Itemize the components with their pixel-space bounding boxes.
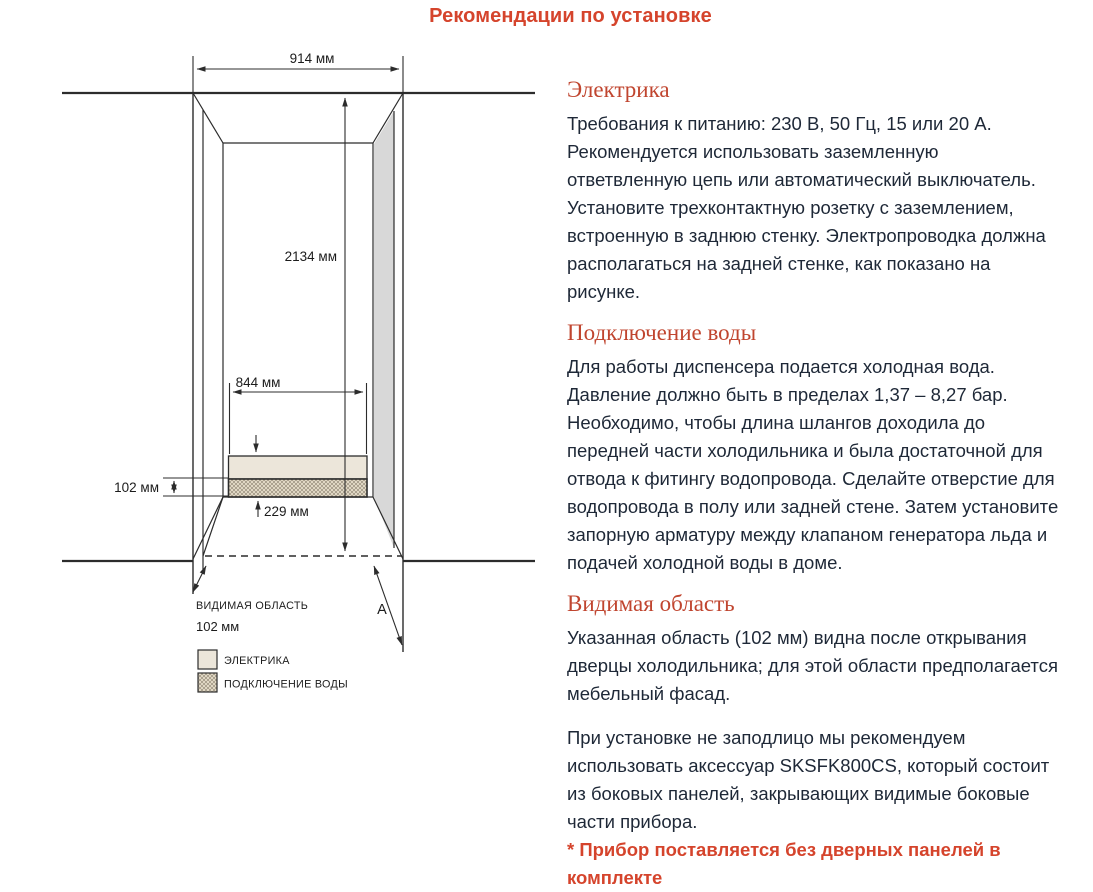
- section-electric: [567, 76, 1059, 306]
- section-visible-area-body: Указанная область (102 мм) видна после открывания дверцы холодильника; для этой области предполагается мебельный фасад.: [567, 627, 1058, 704]
- electric-zone-band: [229, 456, 368, 479]
- section-electric-body: Требования к питанию: 230 В, 50 Гц, 15 или 20 А. Рекомендуется использовать заземленную ответвленную цепь или автоматический выключатель. Установите трехконтактную розетку с заземлением, встроенную в заднюю стенку. Электропроводка должна располагаться на задней стенке, как показано на рисунке.: [567, 113, 1046, 302]
- perspective-bottom-left: [193, 497, 223, 559]
- dim-label-2134: 2134 мм: [284, 249, 337, 264]
- niche-structure: [62, 93, 535, 652]
- section-electric-heading: Электрика: [567, 77, 670, 102]
- dim-label-844: 844 мм: [235, 375, 281, 390]
- legend-swatch-water: [198, 673, 217, 692]
- side-panel-shaded: [374, 111, 394, 548]
- niche-installation-diagram: [0, 0, 545, 788]
- dim-label-229: 229 мм: [264, 504, 309, 519]
- dim-label-A: A: [377, 602, 387, 618]
- niche-diagram-svg: [0, 0, 545, 788]
- section-water: [567, 319, 1059, 577]
- page-title: Рекомендации по установке: [429, 5, 712, 27]
- section-visible-area-heading: Видимая область: [567, 591, 735, 616]
- section-water-heading: Подключение воды: [567, 320, 757, 345]
- door-panels-footnote: * Прибор поставляется без дверных панелей в комплекте: [567, 839, 1001, 888]
- dim-label-914: 914 мм: [289, 51, 335, 66]
- water-zone-band: [229, 479, 368, 497]
- legend-swatch-electric: [198, 650, 217, 669]
- visible-area-arrow: [193, 566, 206, 592]
- text-column: [567, 76, 1059, 892]
- dim-label-102: 102 мм: [114, 480, 159, 495]
- diagram-legend: [198, 650, 348, 692]
- section-water-body: Для работы диспенсера подается холодная вода. Давление должно быть в пределах 1,37 – 8,27 бар. Необходимо, чтобы длина шлангов доходила до передней части холодильника и была достаточной для отвода к фитингу водопровода. Сделайте отверстие для водопровода в полу или задней стене. Затем установите запорную арматуру между клапаном генератора льда и подачей холодной воды в доме.: [567, 356, 1059, 573]
- perspective-top-left: [193, 93, 223, 143]
- legend-label-electric: ЭЛЕКТРИКА: [224, 655, 290, 667]
- back-wall-outline: [223, 143, 373, 497]
- visible-area-value: 102 мм: [196, 619, 240, 634]
- section-visible-area-body2: При установке не заподлицо мы рекомендуем использовать аксессуар SKSFK800CS, который состоит из боковых панелей, закрывающих видимые боковые части прибора.: [567, 727, 1050, 832]
- visible-area-label: ВИДИМАЯ ОБЛАСТЬ: [196, 600, 309, 612]
- section-visible-area: [567, 590, 1059, 836]
- perspective-bottom-left-inner: [203, 497, 223, 556]
- legend-label-water: ПОДКЛЮЧЕНИЕ ВОДЫ: [224, 678, 348, 691]
